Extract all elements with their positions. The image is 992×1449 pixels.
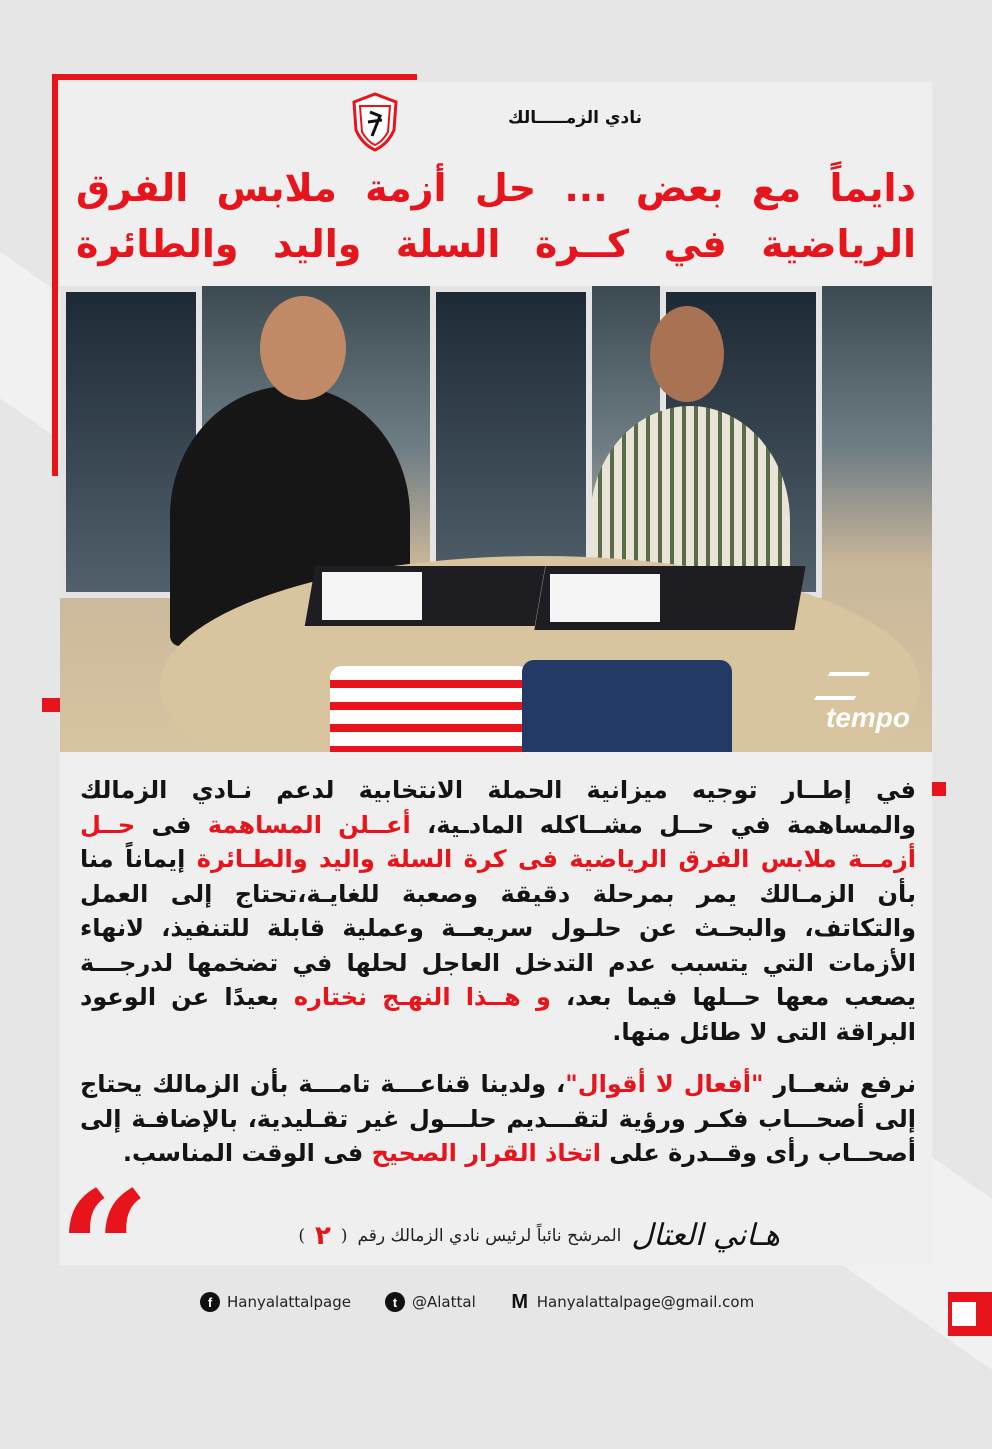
tempo-logo: tempo (826, 702, 910, 733)
red-frame-top (52, 74, 417, 80)
signing-photo (60, 286, 932, 752)
text-segment: إيماناً منا بأن الزمـالك يمر بمرحلة دقيقة وصعبة للغايـة،تحتاج إلى العمل والتكاتف، والبحـث عن حلـول سريعــة وعملية قابلة للتنفيذ، لانهاء الأزمات التي يتسبب عدم التدخل العاجل لحلها في تضخمها لدرجـــة يصعب معها حــلها فيما بعد، (80, 845, 916, 1011)
page-title (76, 160, 916, 272)
white-square (952, 1302, 976, 1326)
highlight-segment: و هــذا النهـج نختاره (293, 983, 551, 1011)
paren: ) (298, 1225, 305, 1246)
document (322, 572, 422, 620)
title-line: الرياضية في كــرة السلة واليد والطائرة (76, 222, 916, 266)
text-segment: فى الوقت المناسب. (122, 1139, 372, 1167)
facebook-icon: f (200, 1292, 220, 1312)
text-segment: ، ولدينا قناعـــة تامـــة بأن الزمالك يحتاج إلى أصحـــاب فكـر ورؤية لتقـــديم حلـــول غير تقـليدية، بالإضافـة إلى أصحــاب رأى وقــدرة على (80, 1070, 916, 1167)
text-segment: في إطــار توجيه ميزانية الحملة الانتخابية لدعم نـادي الزمالك والمساهمة في حــل مشــاكله المادـية، (80, 776, 916, 839)
highlight-segment: أعــلن المساهمة (207, 810, 411, 839)
body-paragraph-2 (80, 1067, 916, 1171)
highlight-segment: حــل أزمــة ملابس الفرق الرياضية فى كرة السلة واليد والطـائرة (80, 810, 916, 873)
white-jersey (330, 666, 530, 752)
gmail-icon: M (511, 1290, 529, 1313)
highlight-segment: اتخاذ القرار الصحيح (371, 1139, 601, 1167)
signature (210, 1218, 780, 1253)
footer-contacts (200, 1292, 754, 1312)
twitter-icon: t (385, 1292, 405, 1312)
text-segment: فى (135, 810, 208, 839)
person-left-head (260, 296, 346, 400)
club-name: نادي الزمـــــالك (508, 108, 642, 128)
red-square (932, 782, 946, 796)
person-right-head (650, 306, 724, 402)
twitter-label: @Alattal (412, 1293, 476, 1311)
red-frame-left (52, 74, 58, 476)
text-segment: بعيدًا عن الوعود البراقة التى لا طائل منها. (80, 983, 916, 1046)
title-line: دايماً مع بعض ... حل أزمة ملابس الفرق (76, 166, 916, 210)
document (550, 574, 660, 622)
red-square (42, 698, 60, 712)
text-segment: نرفع شعــار (763, 1070, 917, 1098)
signature-role: المرشح نائباً لرئيس نادي الزمالك رقم (357, 1225, 622, 1246)
paren: ( (340, 1225, 348, 1246)
quote-mark-icon: “ (58, 1156, 151, 1344)
email-label: Hanyalattalpage@gmail.com (536, 1293, 755, 1311)
facebook-link[interactable] (200, 1292, 351, 1312)
window (430, 286, 592, 598)
candidate-number: ٢ (314, 1220, 331, 1251)
facebook-label: Hanyalattalpage (227, 1293, 351, 1311)
highlight-segment: "أفعال لا أقوال" (565, 1070, 764, 1098)
email-link[interactable] (510, 1292, 754, 1312)
twitter-link[interactable] (385, 1292, 476, 1312)
body-paragraph-1 (80, 773, 916, 1049)
navy-jersey (522, 660, 732, 752)
zamalek-crest-icon (352, 92, 398, 152)
signature-name: هـاني العتال (631, 1218, 780, 1253)
